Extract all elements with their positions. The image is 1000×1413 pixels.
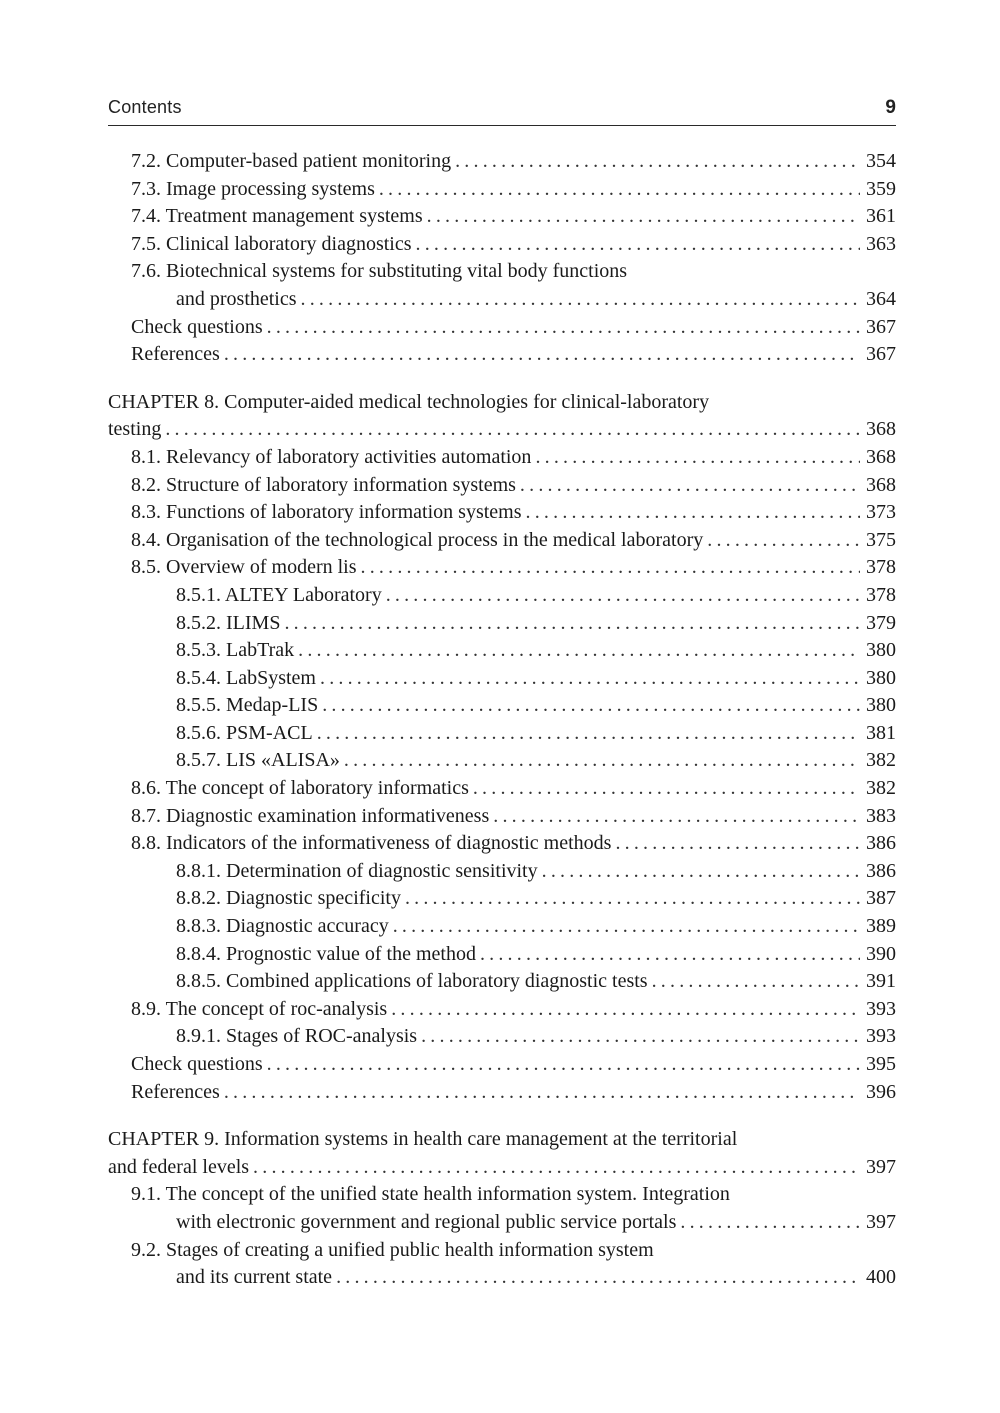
toc-subentry[interactable]: [108, 885, 896, 913]
toc-subentry[interactable]: [108, 913, 896, 941]
toc-entry-page: 393: [866, 1025, 896, 1048]
chapter-9-heading[interactable]: [108, 1126, 896, 1154]
toc-entry-page: 380: [866, 694, 896, 717]
toc-subentry[interactable]: [108, 858, 896, 886]
toc-entry-line1[interactable]: [108, 258, 896, 286]
leader-dots: [493, 803, 860, 831]
chapter-title: CHAPTER 8. Computer-aided medical technologies for clinical-laboratory: [108, 390, 710, 413]
toc-entry-title: 8.5. Overview of modern lis: [131, 556, 357, 579]
leader-dots: [386, 582, 860, 610]
leader-dots: [680, 1209, 860, 1237]
toc-entry-page: 382: [866, 749, 896, 772]
toc-entry-page: 368: [866, 445, 896, 468]
leader-dots: [267, 314, 860, 342]
spacer: [108, 369, 896, 389]
toc-entry[interactable]: [108, 203, 896, 231]
toc-entry-title: 8.4. Organisation of the technological process in the medical laboratory: [131, 528, 704, 551]
toc-entry-page: 379: [866, 611, 896, 634]
toc-entry-page: 375: [866, 528, 896, 551]
leader-dots: [301, 286, 860, 314]
toc-entry-title: References: [131, 343, 220, 366]
leader-dots: [253, 1154, 860, 1182]
leader-dots: [615, 830, 860, 858]
leader-dots: [267, 1051, 860, 1079]
toc-entry[interactable]: [108, 1051, 896, 1079]
toc-entry-title: 8.7. Diagnostic examination informativeness: [131, 804, 490, 827]
toc-entry[interactable]: [108, 314, 896, 342]
toc-entry[interactable]: [108, 775, 896, 803]
toc-entry-page: 396: [866, 1080, 896, 1103]
toc-entry-page: 380: [866, 666, 896, 689]
toc-entry-title: 8.8.5. Combined applications of laboratory diagnostic tests: [176, 970, 648, 993]
leader-dots: [707, 527, 860, 555]
toc-entry-title: Check questions: [131, 1053, 263, 1075]
toc-subentry[interactable]: [108, 747, 896, 775]
toc-entry-page: 363: [866, 232, 896, 255]
leader-dots: [361, 554, 860, 582]
toc-entry-page: 373: [866, 501, 896, 524]
leader-dots: [455, 148, 860, 176]
chapter-page: 368: [866, 418, 896, 441]
leader-dots: [405, 885, 860, 913]
leader-dots: [224, 1079, 860, 1107]
leader-dots: [379, 176, 860, 204]
toc-subentry[interactable]: [108, 637, 896, 665]
toc-entry-line1[interactable]: [108, 1237, 896, 1265]
leader-dots: [535, 444, 860, 472]
toc-entry[interactable]: [108, 830, 896, 858]
toc-entry-page: 386: [866, 832, 896, 855]
toc-entry-title: 8.5.3. LabTrak: [176, 639, 295, 662]
toc-entry-page: 397: [866, 1210, 896, 1233]
toc-entry[interactable]: [108, 231, 896, 259]
toc-entry-title: 8.8. Indicators of the informativeness of diagnostic methods: [131, 832, 612, 855]
toc-entry-title: 8.5.1. ALTEY Laboratory: [176, 583, 382, 606]
toc-entry-line2[interactable]: [108, 1264, 896, 1292]
toc-entry-title: 9.2. Stages of creating a unified public health information system: [131, 1238, 654, 1261]
toc-entry-page: 387: [866, 887, 896, 910]
toc-entry-title: 7.2. Computer-based patient monitoring: [131, 150, 452, 172]
toc-entry-title: 8.5.7. LIS «ALISA»: [176, 749, 340, 772]
toc-entry[interactable]: [108, 554, 896, 582]
toc-entry-title: 7.5. Clinical laboratory diagnostics: [131, 232, 412, 255]
toc-entry-page: 378: [866, 556, 896, 579]
toc-subentry[interactable]: [108, 582, 896, 610]
leader-dots: [427, 203, 860, 231]
table-of-contents: [108, 148, 896, 1292]
toc-entry-title: 8.5.4. LabSystem: [176, 666, 316, 689]
toc-entry-title: 8.9.1. Stages of ROC-analysis: [176, 1025, 418, 1048]
toc-entry-title: 7.4. Treatment management systems: [131, 205, 423, 228]
toc-entry-title: 8.1. Relevancy of laboratory activities automation: [131, 445, 532, 468]
toc-subentry[interactable]: [108, 1023, 896, 1051]
chapter-title: CHAPTER 9. Information systems in health care management at the territorial: [108, 1128, 738, 1151]
toc-subentry[interactable]: [108, 692, 896, 720]
toc-entry-title: 8.8.1. Determination of diagnostic sensitivity: [176, 859, 538, 882]
toc-entry-page: 361: [866, 205, 896, 228]
toc-entry-page: 367: [866, 343, 896, 366]
toc-entry-page: 395: [866, 1053, 896, 1075]
chapter-title-continued: and federal levels: [108, 1155, 250, 1178]
leader-dots: [421, 1023, 860, 1051]
toc-subentry[interactable]: [108, 665, 896, 693]
toc-entry-title: 8.8.3. Diagnostic accuracy: [176, 915, 389, 938]
header-section-title: Contents: [108, 97, 182, 117]
toc-entry-page: 354: [866, 150, 896, 172]
toc-entry-title-continued: and its current state: [176, 1266, 333, 1289]
toc-entry-page: 386: [866, 859, 896, 882]
toc-subentry[interactable]: [108, 720, 896, 748]
toc-entry-title: 7.3. Image processing systems: [131, 177, 375, 200]
toc-entry-title: 8.5.2. ILIMS: [176, 611, 281, 634]
toc-entry-page: 390: [866, 942, 896, 965]
toc-entry-page: 400: [866, 1266, 896, 1289]
toc-entry-title-continued: and prosthetics: [176, 287, 297, 310]
leader-dots: [320, 665, 860, 693]
toc-entry[interactable]: [108, 176, 896, 204]
toc-entry[interactable]: [108, 341, 896, 369]
toc-entry-title: 9.1. The concept of the unified state health information system. Integration: [131, 1183, 730, 1206]
toc-entry-page: 382: [866, 777, 896, 800]
toc-entry[interactable]: [108, 803, 896, 831]
chapter-8-heading-line2[interactable]: [108, 416, 896, 444]
leader-dots: [526, 499, 860, 527]
toc-entry-page: 381: [866, 721, 896, 744]
leader-dots: [416, 231, 861, 259]
chapter-page: 397: [866, 1155, 896, 1178]
leader-dots: [224, 341, 860, 369]
toc-entry-page: 367: [866, 315, 896, 338]
toc-entry-title: 8.5.5. Medap-LIS: [176, 694, 319, 717]
toc-entry-page: 364: [866, 287, 896, 310]
toc-entry-line2[interactable]: [108, 1209, 896, 1237]
toc-entry-line1[interactable]: [108, 1181, 896, 1209]
toc-entry[interactable]: [108, 1079, 896, 1107]
toc-entry-page: 359: [866, 177, 896, 200]
leader-dots: [336, 1264, 860, 1292]
toc-entry-page: 393: [866, 997, 896, 1020]
leader-dots: [344, 747, 860, 775]
chapter-title-continued: testing: [108, 418, 162, 441]
toc-entry[interactable]: [108, 996, 896, 1024]
toc-entry[interactable]: [108, 148, 896, 176]
toc-entry-title: 8.8.4. Prognostic value of the method: [176, 942, 476, 965]
header-page-number: 9: [885, 97, 896, 118]
toc-entry[interactable]: [108, 499, 896, 527]
leader-dots: [542, 858, 860, 886]
leader-dots: [165, 416, 860, 444]
leader-dots: [480, 941, 860, 969]
chapter-8-heading[interactable]: [108, 389, 896, 417]
leader-dots: [298, 637, 860, 665]
leader-dots: [652, 968, 860, 996]
spacer: [108, 1106, 896, 1126]
toc-subentry[interactable]: [108, 941, 896, 969]
toc-entry-title: 7.6. Biotechnical systems for substituting vital body functions: [131, 260, 628, 283]
toc-entry-page: 391: [866, 970, 896, 993]
toc-entry[interactable]: [108, 527, 896, 555]
toc-entry-page: 383: [866, 804, 896, 827]
running-header: [108, 95, 896, 126]
toc-entry-title: Check questions: [131, 315, 263, 338]
toc-entry-page: 380: [866, 639, 896, 662]
leader-dots: [520, 472, 860, 500]
toc-subentry[interactable]: [108, 968, 896, 996]
toc-entry-title: 8.2. Structure of laboratory information systems: [131, 473, 516, 496]
chapter-9-heading-line2[interactable]: [108, 1154, 896, 1182]
toc-entry-title: 8.9. The concept of roc-analysis: [131, 997, 388, 1020]
toc-entry-title: 8.3. Functions of laboratory information systems: [131, 501, 522, 524]
toc-entry-line2[interactable]: [108, 286, 896, 314]
toc-entry[interactable]: [108, 444, 896, 472]
toc-subentry[interactable]: [108, 610, 896, 638]
leader-dots: [393, 913, 860, 941]
leader-dots: [391, 996, 860, 1024]
toc-entry[interactable]: [108, 472, 896, 500]
leader-dots: [317, 720, 860, 748]
toc-entry-title: 8.6. The concept of laboratory informatics: [131, 777, 469, 800]
toc-entry-title: 8.8.2. Diagnostic specificity: [176, 887, 401, 910]
toc-entry-page: 378: [866, 583, 896, 606]
toc-entry-title-continued: with electronic government and regional public service portals: [176, 1210, 677, 1233]
toc-entry-title: 8.5.6. PSM-ACL: [176, 721, 313, 744]
leader-dots: [322, 692, 860, 720]
toc-entry-title: References: [131, 1080, 220, 1103]
toc-entry-page: 389: [866, 915, 896, 938]
leader-dots: [473, 775, 860, 803]
leader-dots: [284, 610, 860, 638]
toc-entry-page: 368: [866, 473, 896, 496]
